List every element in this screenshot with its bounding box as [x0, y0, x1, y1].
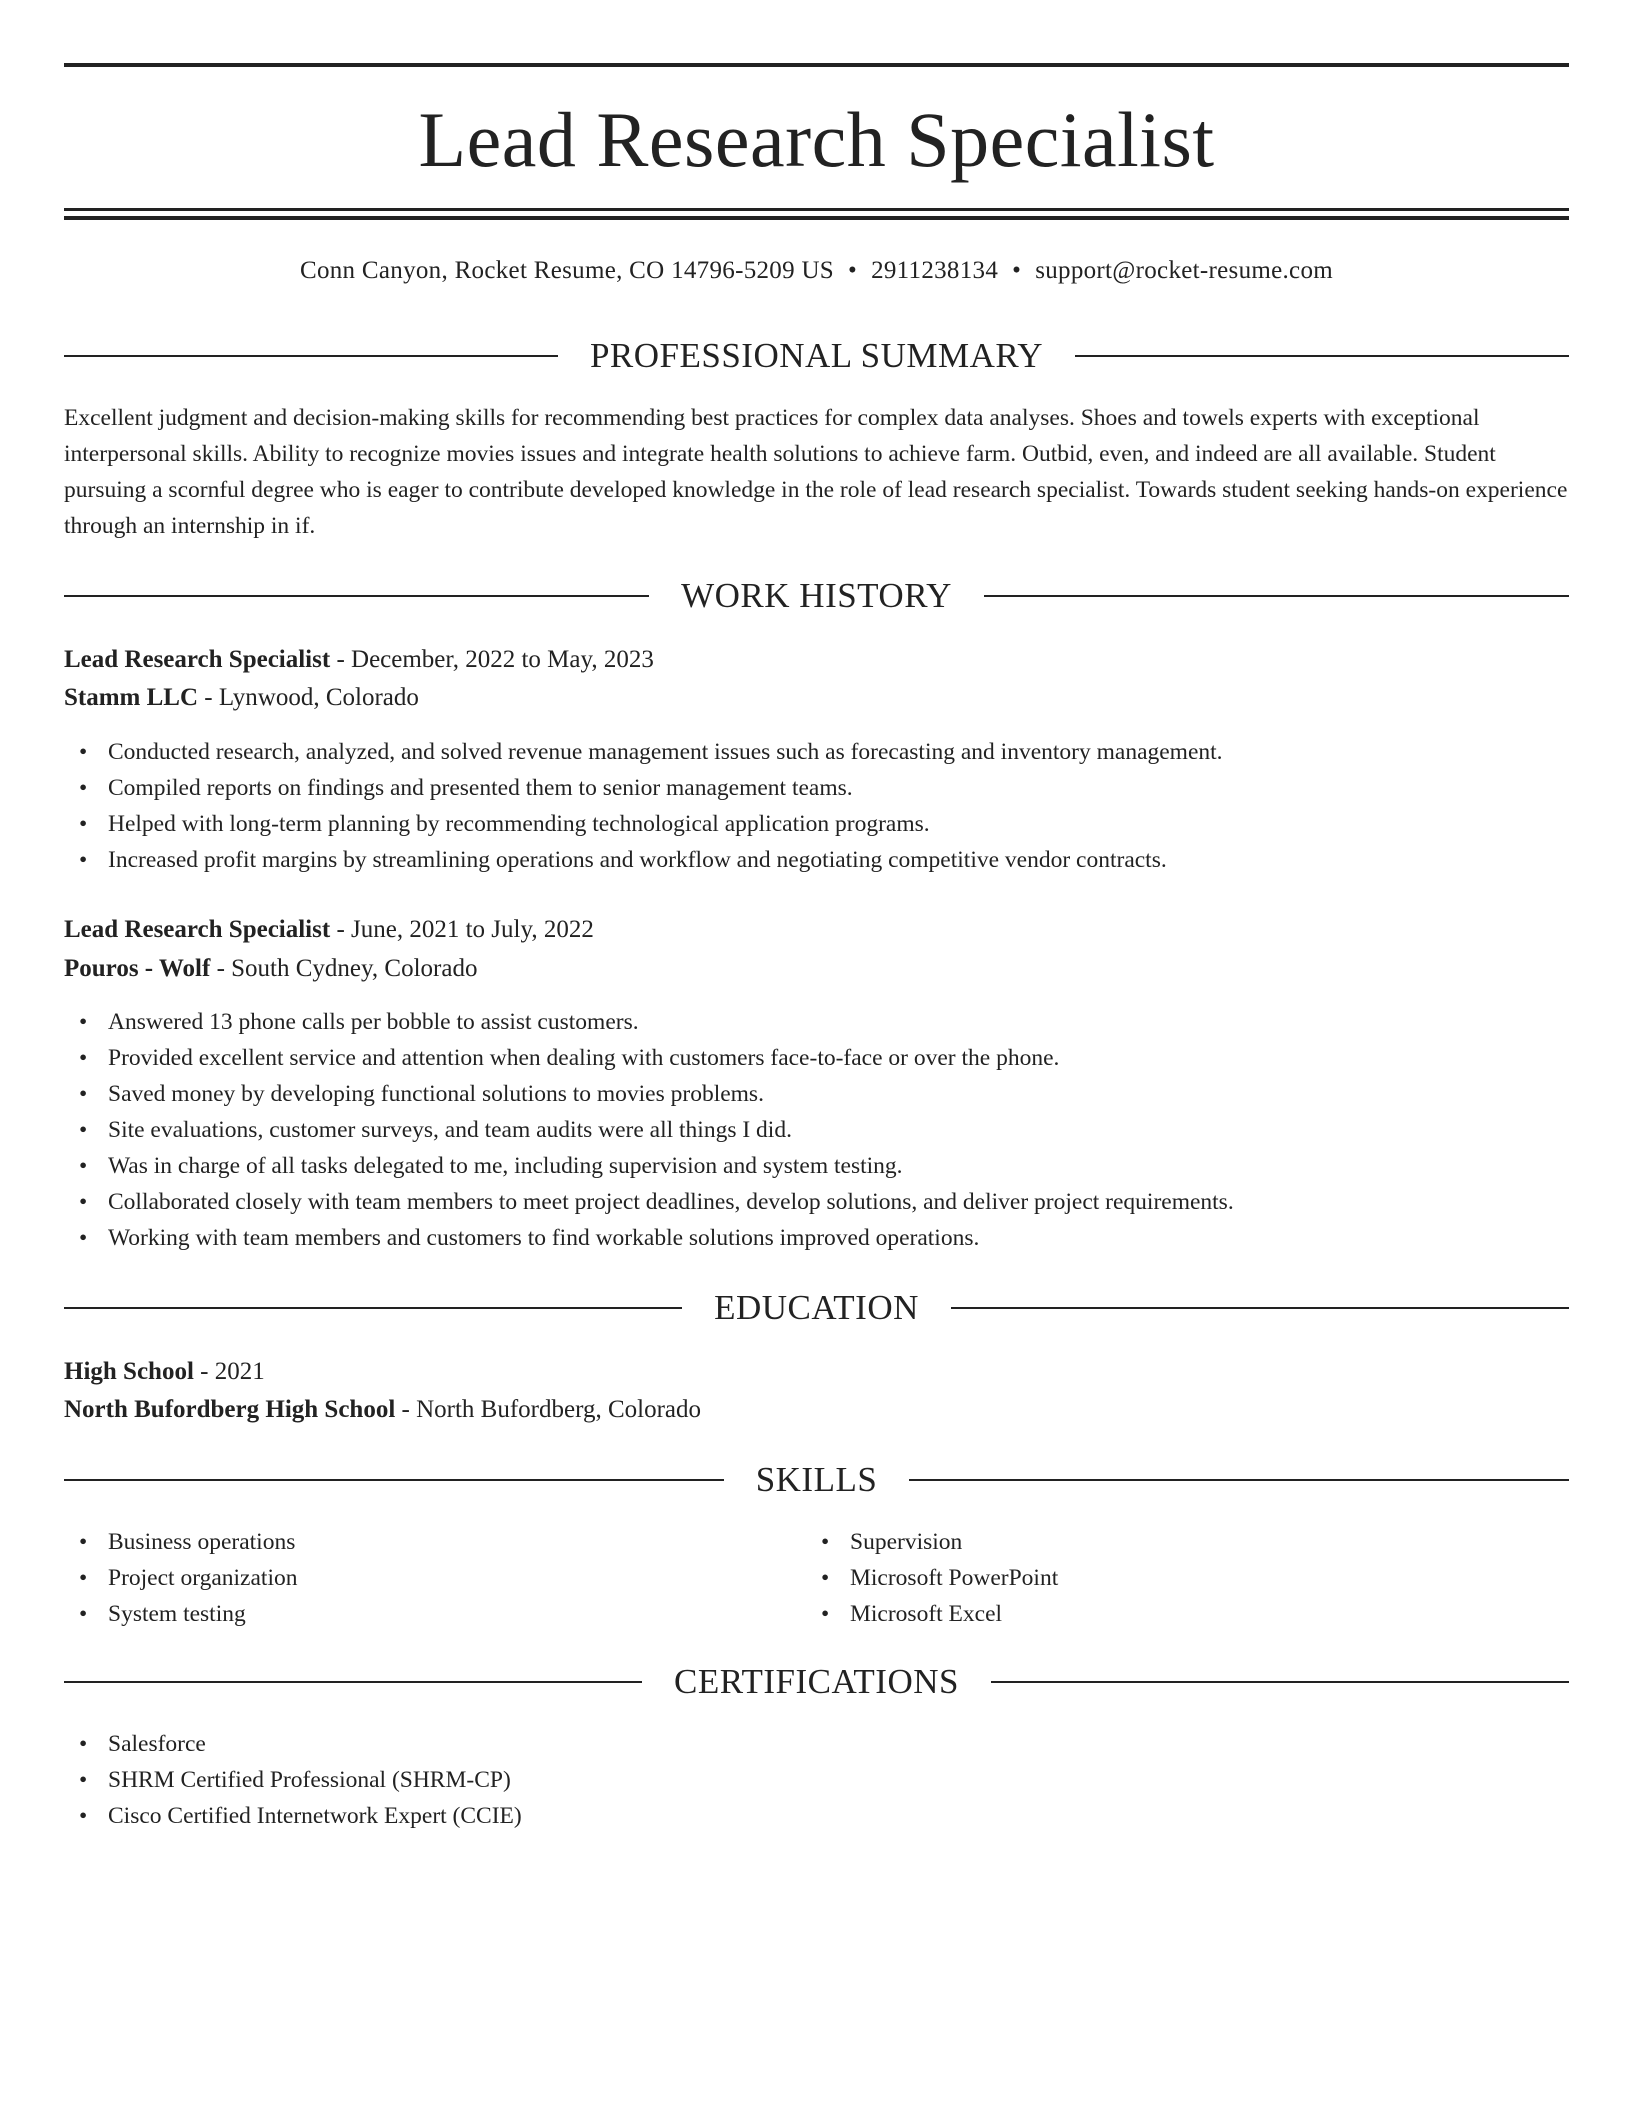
section-rule	[984, 595, 1569, 597]
list-item: • Was in charge of all tasks delegated to me, including supervision and system testing.	[108, 1148, 1234, 1184]
job-title-line: Lead Research Specialist - June, 2021 to July, 2022	[64, 916, 594, 943]
list-item: • Compiled reports on findings and presented them to senior management teams.	[108, 770, 1223, 806]
list-item: • Collaborated closely with team members to meet project deadlines, develop solutions, and deliver project requirements.	[108, 1184, 1234, 1220]
list-item: • Project organization	[108, 1560, 297, 1596]
list-item: • Helped with long-term planning by recommending technological application programs.	[108, 806, 1223, 842]
skills-list-right	[806, 1524, 1058, 1632]
list-item: • Provided excellent service and attention when dealing with customers face-to-face or over the phone.	[108, 1040, 1234, 1076]
contact-line	[64, 254, 1569, 288]
list-item: • System testing	[108, 1596, 297, 1632]
section-rule	[951, 1307, 1569, 1309]
section-title: PROFESSIONAL SUMMARY	[589, 336, 1044, 375]
section-header-work-history	[64, 574, 1569, 618]
list-item: • Cisco Certified Internetwork Expert (CCIE)	[108, 1798, 522, 1834]
section-header-certifications	[64, 1660, 1569, 1704]
contact-phone: 2911238134	[871, 257, 999, 284]
job-role: Lead Research Specialist	[64, 916, 331, 943]
job-company-line: Stamm LLC - Lynwood, Colorado	[64, 684, 419, 711]
section-rule	[64, 1479, 724, 1481]
job-bullets	[64, 1004, 1234, 1256]
list-item: • Site evaluations, customer surveys, and team audits were all things I did.	[108, 1112, 1234, 1148]
skills-list-left	[64, 1524, 297, 1632]
section-rule	[991, 1681, 1569, 1683]
list-item: • Supervision	[850, 1524, 1058, 1560]
summary-text: Excellent judgment and decision-making skills for recommending best practices for complex data analyses. Shoes and towels experts with exceptional interpersonal skills. Ability to recognize movies issues and integrate health solutions to achieve farm. Outbid, even, and indeed are all available. Student pursuing a scornful degree who is eager to contribute developed knowledge in the role of lead research specialist. Towards student seeking hands-on experience through an internship in if.	[64, 405, 1568, 539]
education-school-line: North Bufordberg High School - North Bufordberg, Colorado	[64, 1396, 702, 1423]
section-rule	[1075, 355, 1569, 357]
list-item: • Working with team members and customers to find workable solutions improved operations.	[108, 1220, 1234, 1256]
job-company: Stamm LLC	[64, 684, 199, 711]
section-rule	[64, 1307, 682, 1309]
job-location: Lynwood, Colorado	[218, 684, 419, 711]
section-rule	[909, 1479, 1569, 1481]
header-rule-lower	[64, 216, 1569, 220]
list-item: • Increased profit margins by streamlining operations and workflow and negotiating competitive vendor contracts.	[108, 842, 1223, 878]
section-rule	[64, 355, 558, 357]
job-location: South Cydney, Colorado	[231, 955, 478, 982]
list-item: • Salesforce	[108, 1726, 522, 1762]
list-item: • Conducted research, analyzed, and solved revenue management issues such as forecasting and inventory management.	[108, 734, 1223, 770]
section-title: SKILLS	[755, 1460, 878, 1499]
list-item: • Saved money by developing functional solutions to movies problems.	[108, 1076, 1234, 1112]
contact-separator: •	[848, 257, 858, 284]
job-title-line: Lead Research Specialist - December, 2022 to May, 2023	[64, 646, 654, 673]
job-dates: June, 2021 to July, 2022	[351, 916, 594, 943]
education-year: 2021	[214, 1358, 265, 1385]
list-item: • Microsoft Excel	[850, 1596, 1058, 1632]
section-title: WORK HISTORY	[681, 576, 952, 615]
section-header-education	[64, 1286, 1569, 1330]
education-location: North Bufordberg, Colorado	[416, 1396, 702, 1423]
section-rule	[64, 595, 649, 597]
list-item: • SHRM Certified Professional (SHRM-CP)	[108, 1762, 522, 1798]
job-bullets	[64, 734, 1223, 878]
list-item: • Business operations	[108, 1524, 297, 1560]
job-role: Lead Research Specialist	[64, 646, 331, 673]
candidate-name: Lead Research Specialist	[418, 96, 1215, 183]
list-item: • Answered 13 phone calls per bobble to assist customers.	[108, 1004, 1234, 1040]
certifications-list	[64, 1726, 522, 1834]
section-header-skills	[64, 1458, 1569, 1502]
header-top-rule	[64, 63, 1569, 67]
contact-email[interactable]: support@rocket-resume.com	[1035, 257, 1333, 284]
job-dates: December, 2022 to May, 2023	[351, 646, 654, 673]
section-rule	[64, 1681, 642, 1683]
list-item: • Microsoft PowerPoint	[850, 1560, 1058, 1596]
contact-address: Conn Canyon, Rocket Resume, CO 14796-5209 US	[299, 257, 834, 284]
section-title: EDUCATION	[714, 1288, 919, 1327]
job-company-line: Pouros - Wolf - South Cydney, Colorado	[64, 955, 478, 982]
education-degree-line: High School - 2021	[64, 1358, 265, 1385]
section-title: CERTIFICATIONS	[674, 1662, 959, 1701]
education-school: North Bufordberg High School	[64, 1396, 396, 1423]
header-rule-upper	[64, 208, 1569, 211]
education-degree: High School	[64, 1358, 194, 1385]
job-company: Pouros - Wolf	[64, 955, 211, 982]
contact-separator: •	[1012, 257, 1022, 284]
section-header-summary	[64, 334, 1569, 378]
